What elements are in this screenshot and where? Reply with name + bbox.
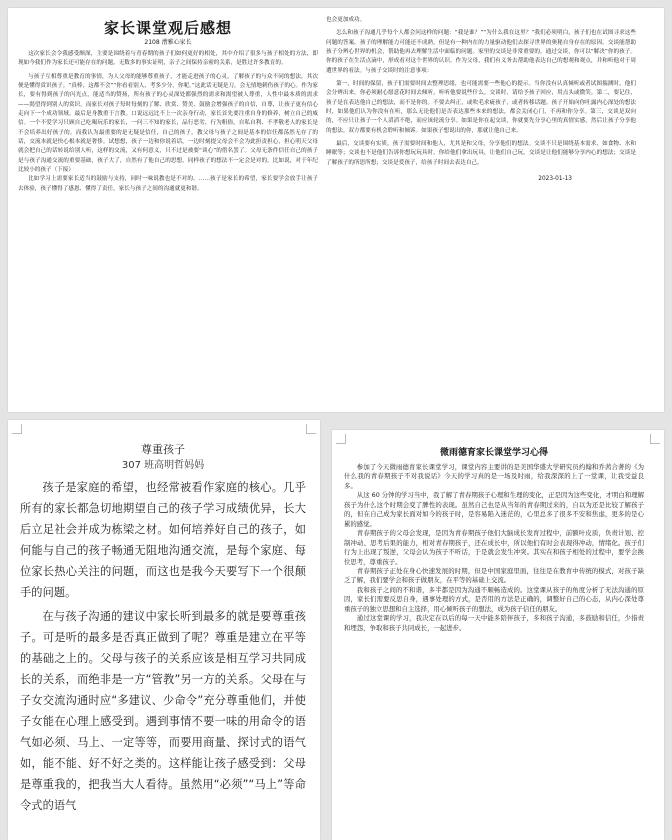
respect-essay-author: 307 班高明哲妈妈	[121, 460, 205, 471]
top-essay-paragraph: 怎么和孩子沟通几乎每个人都会问这样的问题：“我是谁？”“为什么我在这里？”我们必须明白，孩子们也在试图寻求这些问题的答案。孩子的理解能力可能还不成熟，但是有一种内在的力量驱动他们去探寻世界的奥秘自身存在的原因。交谈能帮助孩子分辨心世界的机会，帮助他再去理解生活中面临的问题。家里的交谈是非常重要的。通过交谈，你可以“解决”你的孩子。你的孩子在生活点滴中，形成看对这个世界的认识。作为父母，我们有义务去帮助他表达自己的想观和观点，并和听他对于周遭世界的看法。与孩子交谈时的注意事项：	[326, 30, 636, 74]
top-essay-paragraph: 比如学习上需要家长适当的鼓励与支持，同时一味说教也是不对的。……孩子是家长的希望，家长要学会放手让孩子去体验，孩子懂得了感恩、懂得了责任，家长与孩子之间的沟通就更和谐。	[18, 176, 318, 192]
top-essay-title: 家长课堂观后感想	[103, 19, 232, 37]
parent-class-notes-paragraph: 从这 60 分钟的学习当中，我了解了青春期孩子心理和生理的变化，正是因为这些变化，才明白和理解孩子为什么这个时期会变了脾性的表现。虽然自己也是从当年的青春期过来的，自以为还是比较了解孩子的，但在自己成为家长面对如今的孩子时，是容易陷入迷茫的，心里总多了很多不安和焦虑，更多的是心累的感觉。	[344, 491, 644, 528]
top-essay-paragraph: 这次家长会令我感受颇深，主要是围绕着与青春期的孩子们如何更好的相处，其中介绍了很多与孩子相处的方法，即现如今我们作为家长还可能存在的问题。无数多的事实证明，亲子之间保持亲密的关系，是胜过许多教育的。	[18, 51, 318, 67]
crop-mark	[306, 424, 316, 434]
parent-class-notes-paragraph: 参加了今天微雨德育家长课堂学习，课堂内容主要讲的是美国华盛大学研究员约翰和乔茜合著的《为什么我的青春期孩子不对我说话》今天的学习真的是一场及时雨，给我深深的上了一堂课，让我受益良多。	[344, 463, 644, 490]
parent-class-notes-paragraph: 我和孩子之间的不和谐，多半都是因为沟通不顺畅造成的。这堂课从孩子的角度分析了无法沟通的原因，家长们需要反思自身，遇事处理的方式，是否用的方法是正确的，调整好自己的心态，从内心深处尊重孩子的独立思想和自主选择，用心倾听孩子的想法，成为孩子信任的朋友。	[344, 585, 644, 613]
respect-essay-paragraph: 在与孩子沟通的建议中家长听到最多的就是要尊重孩子。可是听的最多是否真正做到了呢？尊重是建立在平等的基础之上的。父母与孩子的关系应该是相互学习共同成长的关系，而绝非是一方“管教”另一方的关系。父母在与子女交流沟通时应“多建议、少命令”充分尊重他们，并使子女能在心理上感受到。遇到事情不要一味的用命令的语气如必须、马上、一定等等，而要用商量、探讨式的语气如，能不能、好不好之类的。这样能让孩子感受到：父母是尊重我的，把我当大人看待。虽然用“必须”“马上”等命令式的语气	[20, 610, 306, 812]
parent-class-notes-paragraph: 青春期孩子正处在身心快速发展的时期，但是中国家庭里面，往往是在教育中传统的模式，对孩子缺乏了解，我们要学会和孩子做朋友，在平等的基础上交流。	[344, 566, 644, 585]
respect-essay-title: 尊重孩子	[141, 443, 185, 456]
respect-essay-page	[8, 420, 320, 840]
top-essay-paragraph: 最后，交谈要有实质。孩子需要时间和他人，尤其是和父母，分享他们的想法。交谈不只是围绕基本需求，如食物、水和睡眠等；交谈也不是他们告诉你想玩玩具时，你给他们拿出玩具，让他们自己玩。交谈是让他们能够分享内心的想法；交谈是了解孩子的所思所想；交谈是爱孩子，给孩子时间去表达自己。	[326, 141, 636, 166]
respect-essay-paragraph: 孩子是家庭的希望，也经常被看作家庭的核心。几乎所有的家长都急切地期望自己的孩子学习成绩优异，长大后立足社会并成为栋梁之材。如何培养好自己的孩子，如何能与自己的孩子畅通无阻地沟通交流，是每个家庭、每位家长热心关注的问题，而这也是我今天要写下一个很颠手的问题。	[20, 481, 306, 599]
top-essay-page	[8, 8, 664, 412]
top-essay-byline: 2108 漕雅心家长	[144, 39, 192, 46]
parent-class-notes-page	[332, 430, 664, 840]
crop-mark	[336, 434, 346, 444]
top-essay-paragraph: 与孩子互相尊重是教育的事情，为人父母的能够尊重孩子，才能走进孩子的心灵，了解孩子的与众不同的想法。其次便是懂得赏识孩子。“真棒，这都不会”“你看看别人，考多少分，你呢。”这此话无疑是刀，会无情地刺伤孩子的心。作为家长，要有得到孩子的闪光点，能适当的赞扬，所有孩子的心灵深处都强烈的需求和渴望被人尊重，人性中最本质的需求——渴望得到别人的赏识。而家长对孩子每时每刻的了解、欣赏、赞美、鼓励会增强孩子的自信，自尊，让孩子更有信心走向下一个成功领域。最后是身教重于言教。口说远远比不上一次亲身行动，家长首先要注重自身的修养，树立自己的威信。一个不爱学习只顾自己吃喝玩乐的家长，一问三不知的家长，品行恶劣，行为粗俗，自私自利、不孝敬老人的家长是不会培养出好孩子的。而我认为最重要的是无疑是信任，自己的孩子，教父母与孩子之间是基本的信任都荡然无存了的话，交流本就是快心根本就是奢侈。试想想，孩子一边和你说着话，一边时刻提父母会不会为此担责担心，担心明天父母就会把自己的话转说给别人听，这样的交流，又有何意义，只不过是被要“谈心”的借名罢了。父母无条件信任自己的孩子是与孩子沟通交流的重要基础，孩子大了，自然有了他自己的思想，同样孩子的想法不一定会是对的，比如说，对于年纪比较小的孩子（下接）	[18, 73, 318, 174]
top-essay-right-column	[326, 16, 636, 184]
parent-class-notes-paragraph: 通过这堂课的学习，我决定在以后的每一天中能多陪伴孩子，多和孩子沟通，多鼓励和信任，少指责和埋怨，争取和孩子共同成长，一起进步。	[344, 614, 644, 632]
top-essay-date: 2023-01-13	[538, 176, 572, 183]
top-essay-paragraph: 也会更加成功。	[326, 17, 366, 23]
top-essay-left-column	[18, 16, 318, 194]
crop-mark	[12, 424, 22, 434]
top-essay-paragraph: 第一，时间的保留，孩子们需要时间去整理思绪，也可能需要一些他心的提示。当你没有认真倾听或者试图揣测时，他们会分辨出来。你必须耐心愿意花时间去倾听，听听他要说些什么。交谈时，请给予孩子回应，用点头或微笑。第二，要记住，孩子是在表达他自己的想法，而不是你的。不要去纠正，或吹毛求疵孩子，或者转移话题。孩子开始向你吐露内心深处的想法时，如果他们认为你没有在听，那么无论他们是否表达那些本来的想法，都会关闭心门，不再和你分享。第三，交谈是双向的，不应只让孩子一个人滔滔不绝，而应该轮流分享。如果是你在起交谈，你就要先分享心里的真情实感，然后让孩子分享他的想法。双方都要有机会聆听和倾诉。如果孩子想说出的你，那就让他自己来。	[326, 81, 636, 134]
crop-mark	[650, 434, 660, 444]
parent-class-notes-paragraph: 青春期孩子的父母会发现，是因为青春期孩子他们大脑成长发育过程中，前额叶皮质，负责计划、控制冲动、思考后果的能力，相对青春期孩子，还在成长中，所以他们有时会表现得冲动，情绪化。孩子们行为上出现了叛逆，父母会认为孩子不听话，于是就会发生冲突。其实在和孩子相处的过程中，要学会换位思考，尊重孩子。	[344, 529, 644, 566]
parent-class-notes-title: 微雨德育家长课堂学习心得	[439, 448, 548, 458]
